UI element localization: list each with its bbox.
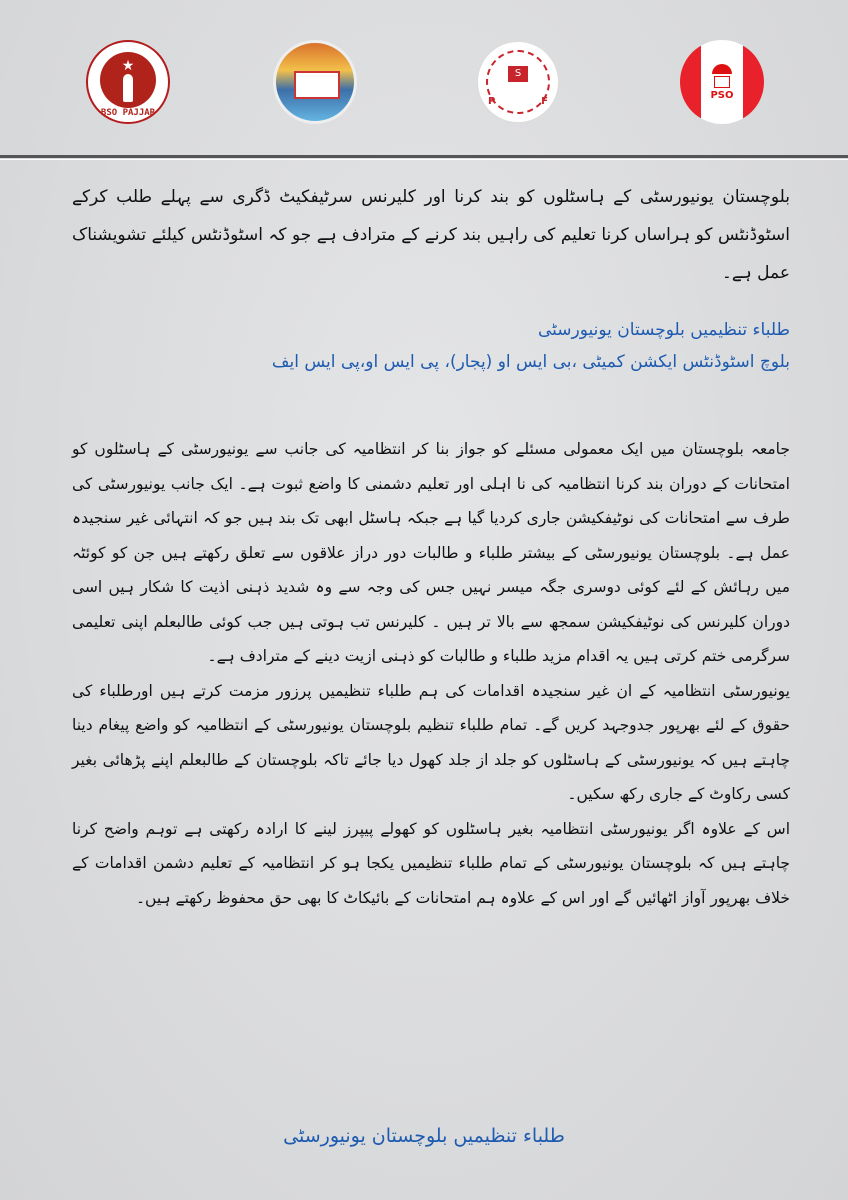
bso-pajjar-caption: BSO PAJJAR [100,108,156,118]
signatories-title: طلباء تنظیمیں بلوچستان یونیورسٹی [537,320,790,340]
divider-highlight [0,159,848,160]
psf-p: P [488,96,496,107]
divider [0,155,848,158]
bso-pajjar-logo: ★ BSO PAJJAR [86,40,170,124]
pso-logo [680,40,764,124]
footer-signature: طلباء تنظیمیں بلوچستان یونیورسٹی [283,1125,565,1147]
paragraph: یونیورسٹی انتظامیہ کے ان غیر سنجیدہ اقدامات کی ہم طلباء تنظیمیں پرزور مزمت کرتے ہیں اورطلباء کی حقوق کے لئے بھرپور جدوجہد کریں گے۔ تمام طلباء تنظیم بلوچستان یونیورسٹی کے انتظامیہ کو واضع پیغام دینا چاہتے ہیں کہ یونیورسٹی کے ہاسٹلوں کو جلد از جلد کھول دیا جائے تاکہ بلوچستان کے طالبعلم اپنے پڑھائی بغیر کسی رکاوٹ کے جاری رکھ سکیں۔ [72,681,790,803]
logo-row [0,40,848,130]
psf-s: S [508,66,528,82]
signatories-names: بلوچ اسٹوڈنٹس ایکشن کمیٹی ،بی ایس او (پجار)، پی ایس او،پی ایس ایف [271,352,790,372]
psf-f: F [541,96,548,107]
psf-logo [476,40,560,124]
paragraph: اس کے علاوہ اگر یونیورسٹی انتظامیہ بغیر ہاسٹلوں کو کھولے پیپرز لینے کا ارادہ رکھتی ہے توہم واضح کرنا چاہتے ہیں کہ بلوچستان یونیورسٹی کے تمام طلباء تنظیمیں یکجا ہو کر انتظامیہ کے تعلیم دشمن اقدامات کے خلاف بھرپور آواز اٹھائیں گے اور اس کے علاوہ ہم امتحانات کے بائیکاٹ کا بھی حق محفوظ رکھتے ہیں۔ [72,819,790,907]
pso-caption: PSO [710,90,734,101]
statement-body [72,432,790,915]
intro-text: بلوچستان یونیورسٹی کے ہاسٹلوں کو بند کرنا اور کلیرنس سرٹیفکیٹ ڈگری سے پہلے طلب کرکے اسٹوڈنٹس کو ہراساں کرنا تعلیم کی راہیں بند کرنے کے مترادف ہے جو کہ اسٹوڈنٹس کیلئے تشویشناک عمل ہے۔ [72,187,790,283]
book-logo [273,40,357,124]
paragraph: جامعہ بلوچستان میں ایک معمولی مسئلے کو جواز بنا کر انتظامیہ کی جانب سے یونیورسٹی کے ہاسٹلوں کو امتحانات کے دوران بند کرنا انتظامیہ کی نا اہلی اور تعلیم دشمنی کا واضع ثبوت ہے۔ ایک جانب یونیورسٹی کی طرف سے امتحانات کی نوٹیفکیشن جاری کردیا گیا ہے جبکہ ہاسٹل ابھی تک بند ہیں جو کہ انتہائی غیر سنجیدہ عمل ہے۔ بلوچستان یونیورسٹی کے بیشتر طلباء و طالبات دور دراز علاقوں سے تعلق رکھتے ہیں جن کو کوئٹہ میں رہائش کے لئے کوئی دوسری جگہ میسر نہیں جس کی وجہ سے وہ شدید ذہنی اذیت کا شکار ہیں اسی دوران کلیرنس کی نوٹیفکیشن سمجھ سے بالا تر ہیں ۔ کلیرنس تب ہوتی ہیں جب کوئی طالبعلم اپنی تعلیمی سرگرمی ختم کرتی ہیں یہ اقدام مزید طلباء و طالبات کو ذہنی ازیت دینے کے مترادف ہے۔ [72,440,790,665]
